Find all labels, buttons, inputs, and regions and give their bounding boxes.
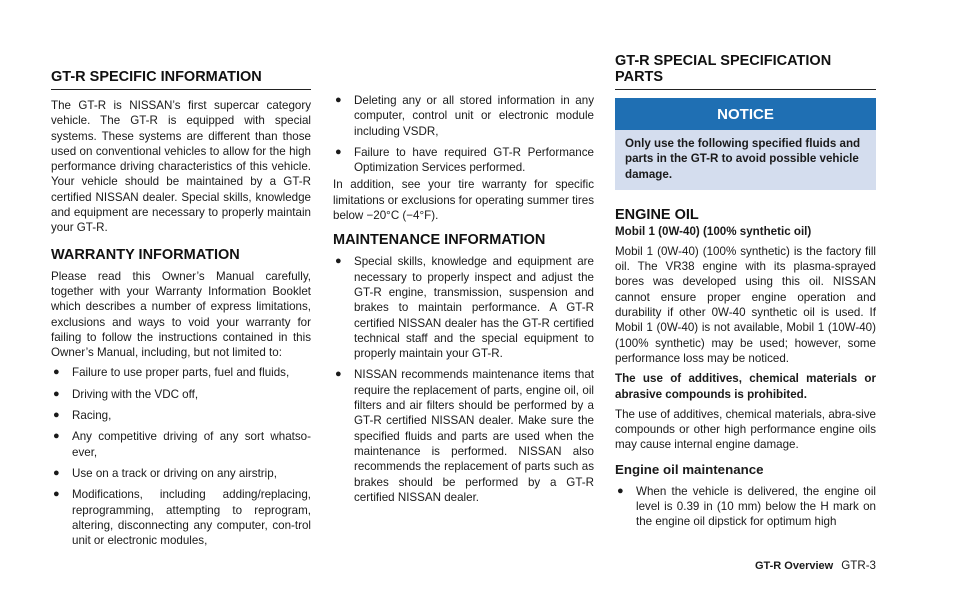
gtr-specific-paragraph: The GT-R is NISSAN’s first supercar category vehicle. The GT-R is equipped with special systems. These systems are different than those used on conventional vehicles to allow for the high performance driving characteristics of this vehicle. Your vehicle should be maintained by a GT-R certified NISSAN dealer. Special skills, knowledge and equipment are necessary to properly maintain your GT-R. (51, 99, 311, 235)
bullet-icon: ● (617, 484, 624, 497)
warranty-paragraph: Please read this Owner’s Manual carefully, together with your Warranty Information Booklet which describes a number of express limitations, exclusions and ways to void your warranty for failing to follow the instructions contained in this Owner’s Manual, including, but not limited to: (51, 269, 311, 360)
column-2 (333, 0, 594, 505)
heading-special-specification-parts: GT-R SPECIAL SPECIFICATION PARTS (615, 53, 876, 90)
bullet-icon: ● (53, 488, 60, 501)
heading-engine-oil-maintenance: Engine oil maintenance (615, 461, 764, 477)
list-item: ● Special skills, knowledge and equipment are necessary to properly inspect and adjust the GT-R engine, transmission, suspension and brakes to maintain performance. A GT-R certified NISSAN dealer has the GT-R certified technical staff and the special equipment to properly maintain your GT-R. (335, 255, 594, 361)
list-item: ● Any competitive driving of any sort whatso-ever, (53, 430, 311, 459)
notice-title: NOTICE (615, 98, 876, 130)
bullet-icon: ● (53, 430, 60, 443)
heading-gtr-specific-information: GT-R SPECIFIC INFORMATION (51, 69, 311, 90)
bullet-icon: ● (335, 94, 342, 106)
engine-oil-paragraph: Mobil 1 (0W-40) (100% synthetic) is the factory fill oil. The VR38 engine with its plasma-sprayed bores was developed using this oil. NISSAN cannot ensure proper engine operation and durability if other 0W-40 synthetic oil is used. If Mobil 1 (0W-40) is not available, Mobil 1 (10W-40) (100% synthetic) may be used; however, some performance loss may be noticed. (615, 244, 876, 365)
page-number: GTR-3 (841, 559, 876, 572)
heading-maintenance-information: MAINTENANCE INFORMATION (333, 232, 546, 249)
footer-section-title: GT-R Overview (754, 560, 834, 572)
column-1 (51, 0, 311, 548)
list-item: ● Deleting any or all stored information in any computer, control unit or electronic module including VSDR, (335, 94, 594, 138)
list-item: ● Modifications, including adding/replacing, reprogramming, attempting to reprogram, altering, disconnecting any computer, con-trol unit or electronic modules, (53, 488, 311, 548)
list-item: ● Driving with the VDC off, (53, 387, 199, 401)
list-item: ● Racing, (53, 409, 112, 423)
bullet-icon: ● (335, 145, 342, 158)
notice-box (615, 98, 876, 190)
bullet-icon: ● (53, 387, 60, 400)
list-item: ● When the vehicle is delivered, the engine oil level is 0.39 in (10 mm) below the H mark on the engine oil dipstick for optimum high (617, 484, 876, 529)
list-item: ● NISSAN recommends maintenance items that require the replacement of parts, engine oil, oil filters and air filters should be performed by a GT-R certified NISSAN dealer. Make sure the specified fluids and parts are used when the maintenance is performed. NISSAN also recommends the replacement of parts such as brakes should be performed by a GT-R certified NISSAN dealer. (335, 368, 594, 504)
bullet-icon: ● (53, 366, 60, 379)
bullet-icon: ● (335, 255, 342, 268)
list-item: ● Failure to use proper parts, fuel and fluids, (53, 366, 290, 380)
additives-warning: The use of additives, chemical materials or abrasive compounds is prohibited. (615, 372, 876, 401)
bullet-icon: ● (53, 466, 60, 479)
additives-paragraph: The use of additives, chemical materials, abra-sive compounds or other high performance engine oils may cause internal engine damage. (615, 407, 876, 452)
heading-warranty-information: WARRANTY INFORMATION (51, 246, 240, 263)
tire-warranty-paragraph: In addition, see your tire warranty for specific limitations or exclusions for operating summer tires below −20°C (−4°F). (333, 178, 594, 223)
notice-text: Only use the following specified fluids and parts in the GT-R to avoid possible vehicle damage. (615, 130, 876, 190)
heading-engine-oil: ENGINE OIL (615, 206, 699, 223)
list-item: ● Failure to have required GT-R Performance Optimization Services performed. (335, 145, 594, 175)
list-item: ● Use on a track or driving on any airstrip, (53, 466, 277, 480)
bullet-icon: ● (53, 409, 60, 422)
engine-oil-subheading: Mobil 1 (0W-40) (100% synthetic oil) (615, 224, 812, 238)
page-footer (700, 559, 876, 572)
bullet-icon: ● (335, 368, 342, 381)
column-3 (615, 0, 876, 530)
